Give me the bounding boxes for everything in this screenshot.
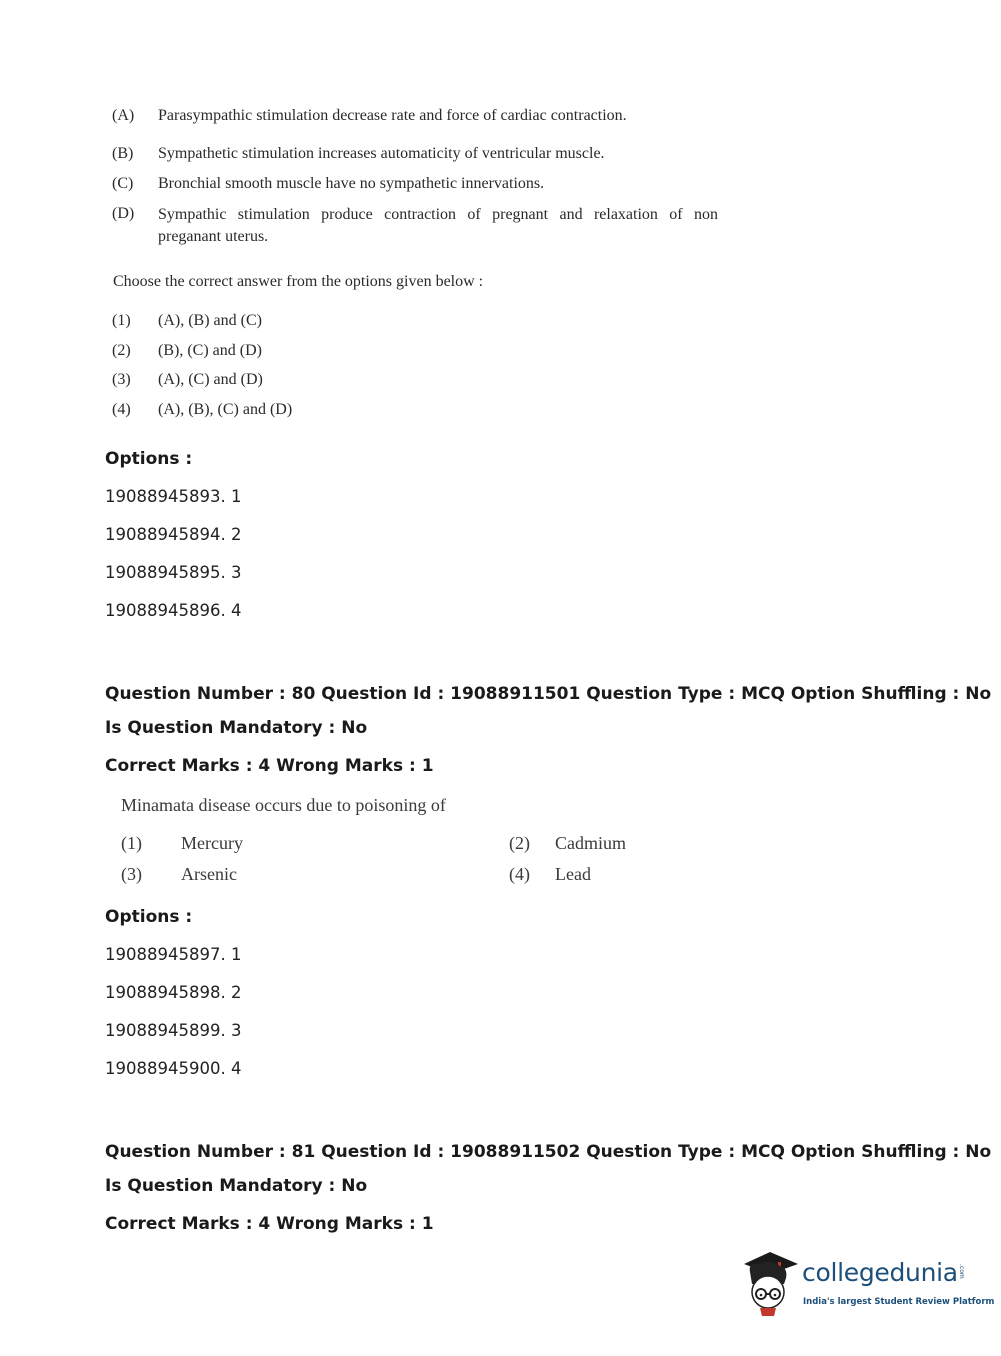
choice-text: Cadmium [555,833,626,853]
option-item: 19088945898. 2 [105,983,242,1002]
choice-text: (A), (C) and (D) [158,371,263,388]
choice-text: (A), (B), (C) and (D) [158,401,293,418]
statement-text: Sympathetic stimulation increases automaticity of ventricular muscle. [158,145,605,162]
choice-key: (2) [112,342,131,359]
statement-text: Bronchial smooth muscle have no sympathetic innervations. [158,175,545,192]
option-item: 19088945900. 4 [105,1059,242,1078]
statement-key: (B) [112,145,134,162]
question-meta: Question Number : 80 Question Id : 19088911501 Question Type : MCQ Option Shuffling : No [105,684,992,704]
logo-tagline: India's largest Student Review Platform [803,1297,995,1307]
statement-key: (A) [112,107,135,124]
choice-text: (A), (B) and (C) [158,312,262,329]
mascot-icon [740,1250,802,1320]
statement-key: (C) [112,175,134,192]
collegedunia-logo[interactable] [740,1250,995,1320]
choice-key: (1) [121,833,142,853]
logo-suffix: .com [958,1264,965,1279]
statement-key: (D) [112,205,135,222]
choice-key: (3) [121,864,142,884]
choice-key: (1) [112,312,131,329]
choice-text: Mercury [181,833,243,853]
question-marks: Correct Marks : 4 Wrong Marks : 1 [105,756,434,776]
option-item: 19088945893. 1 [105,487,242,506]
question-text: Minamata disease occurs due to poisoning of [121,795,446,815]
statement-text: Parasympathic stimulation decrease rate and force of cardiac contraction. [158,107,627,124]
statement-text: Sympathic stimulation produce contraction of pregnant and relaxation of non preganant uterus. [158,206,718,245]
choice-text: (B), (C) and (D) [158,342,262,359]
options-heading: Options : [105,449,193,469]
options-heading: Options : [105,907,193,927]
option-item: 19088945895. 3 [105,563,242,582]
choice-key: (4) [112,401,131,418]
option-item: 19088945897. 1 [105,945,242,964]
question-mandatory: Is Question Mandatory : No [105,718,368,738]
q79-instruction: Choose the correct answer from the options given below : [113,273,484,290]
option-item: 19088945896. 4 [105,601,242,620]
choice-text: Lead [555,864,591,884]
option-item: 19088945899. 3 [105,1021,242,1040]
logo-wordmark: collegedunia [802,1258,958,1287]
question-marks: Correct Marks : 4 Wrong Marks : 1 [105,1214,434,1234]
question-mandatory: Is Question Mandatory : No [105,1176,368,1196]
choice-key: (4) [509,864,530,884]
choice-key: (3) [112,371,131,388]
choice-text: Arsenic [181,864,237,884]
choice-key: (2) [509,833,530,853]
question-meta: Question Number : 81 Question Id : 19088911502 Question Type : MCQ Option Shuffling : No [105,1142,992,1162]
option-item: 19088945894. 2 [105,525,242,544]
